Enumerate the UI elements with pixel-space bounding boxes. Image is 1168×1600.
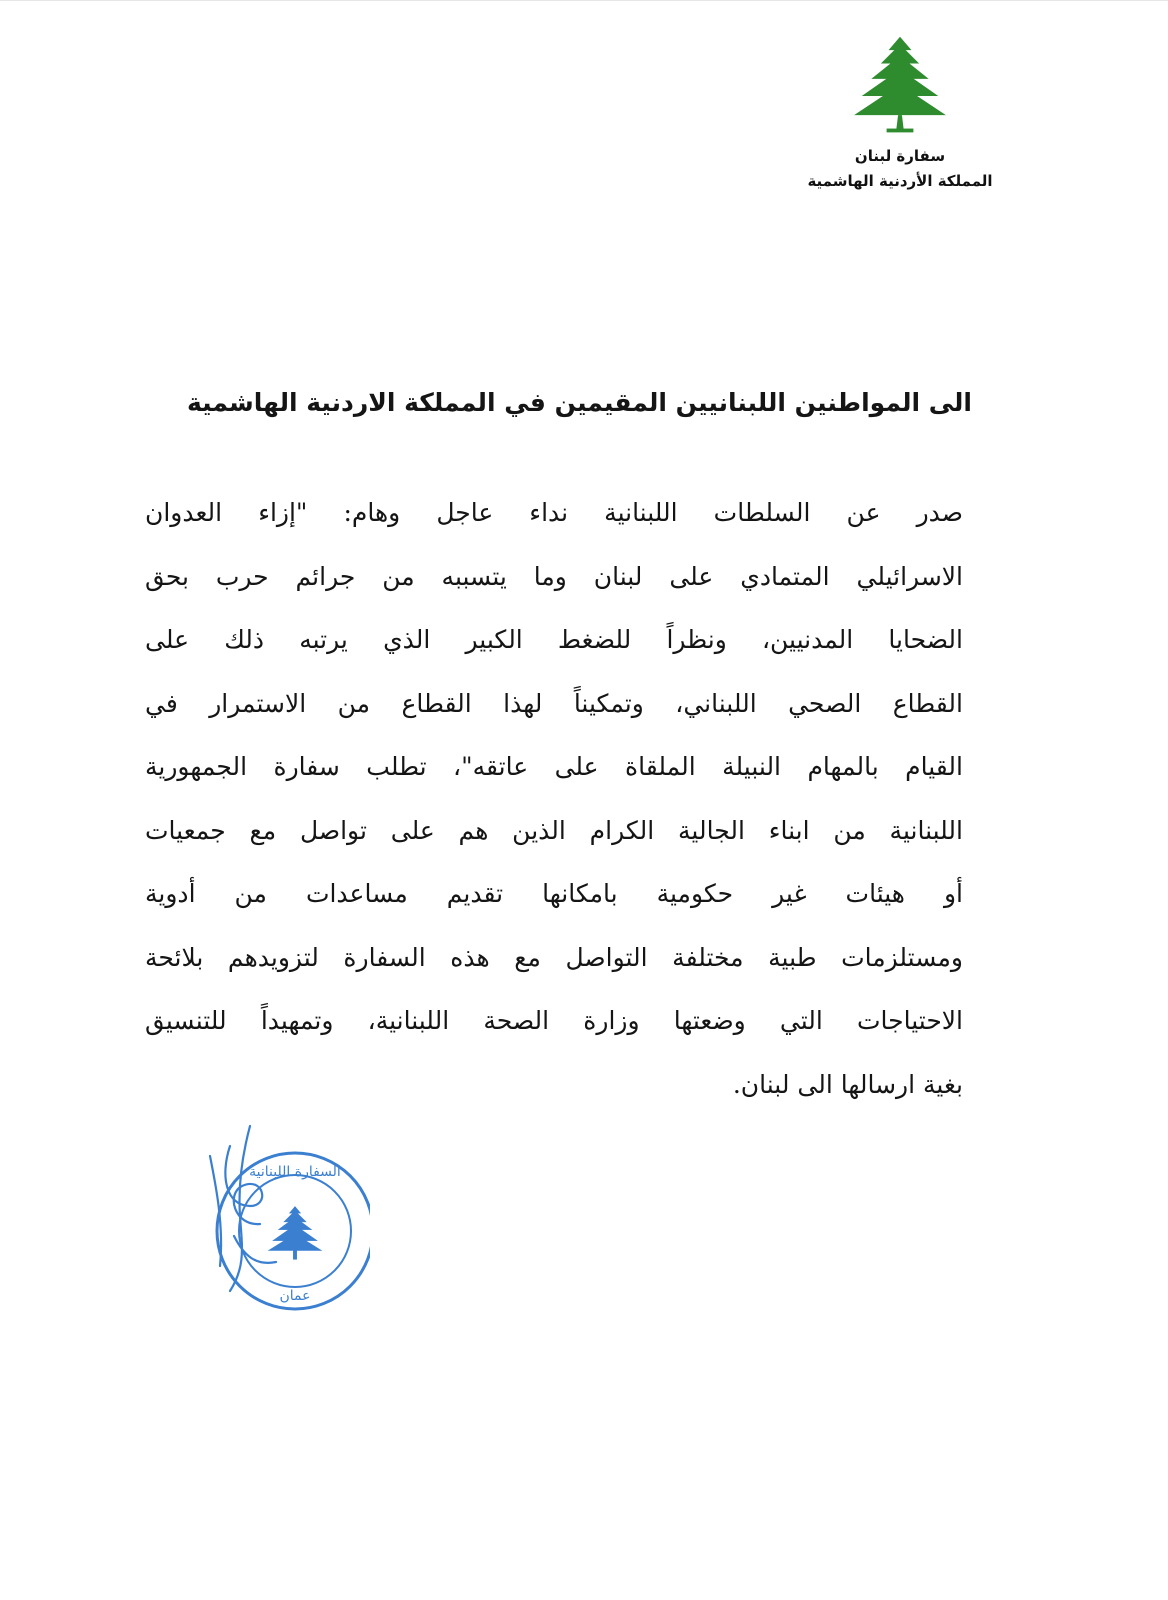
signature-and-stamp <box>190 1116 370 1326</box>
letterhead <box>780 31 1020 191</box>
body-line: بغية ارسالها الى لبنان. <box>732 1069 963 1099</box>
stamp-ring-text-bottom: عمان <box>279 1288 311 1304</box>
stamp-ring-text-top: السفارة اللبنانية <box>249 1164 341 1180</box>
body-line: صدر عن السلطات اللبنانية نداء عاجل وهام: "إزاء العدوان <box>145 498 963 527</box>
body-line: القطاع الصحي اللبناني، وتمكيناً لهذا القطاع من الاستمرار في <box>145 688 963 718</box>
letter-title: الى المواطنين اللبنانيين المقيمين في المملكة الاردنية الهاشمية <box>187 388 972 417</box>
body-line: أو هيئات غير حكومية بامكانها تقديم مساعدات من أدوية <box>145 879 963 908</box>
body-line: ومستلزمات طبية مختلفة التواصل مع هذه السفارة لتزويدهم بلائحة <box>145 942 963 972</box>
body-line: اللبنانية من ابناء الجالية الكرام الذين هم على تواصل مع جمعيات <box>145 815 963 845</box>
letter-body <box>145 481 963 1116</box>
body-line: الاسرائيلي المتمادي على لبنان وما يتسببه من جرائم حرب بحق <box>145 561 963 591</box>
embassy-name-line-1: سفارة لبنان <box>854 147 946 165</box>
body-line: القيام بالمهام النبيلة الملقاة على عاتقه"، تطلب سفارة الجمهورية <box>145 752 963 781</box>
body-line: الاحتياجات التي وضعتها وزارة الصحة اللبنانية، وتمهيداً للتنسيق <box>145 1006 963 1035</box>
cedar-tree-icon <box>852 31 948 141</box>
embassy-name-line-2: المملكة الأردنية الهاشمية <box>807 172 993 190</box>
body-line: الضحايا المدنيين، ونظراً للضغط الكبير الذي يرتبه ذلك على <box>145 625 963 654</box>
